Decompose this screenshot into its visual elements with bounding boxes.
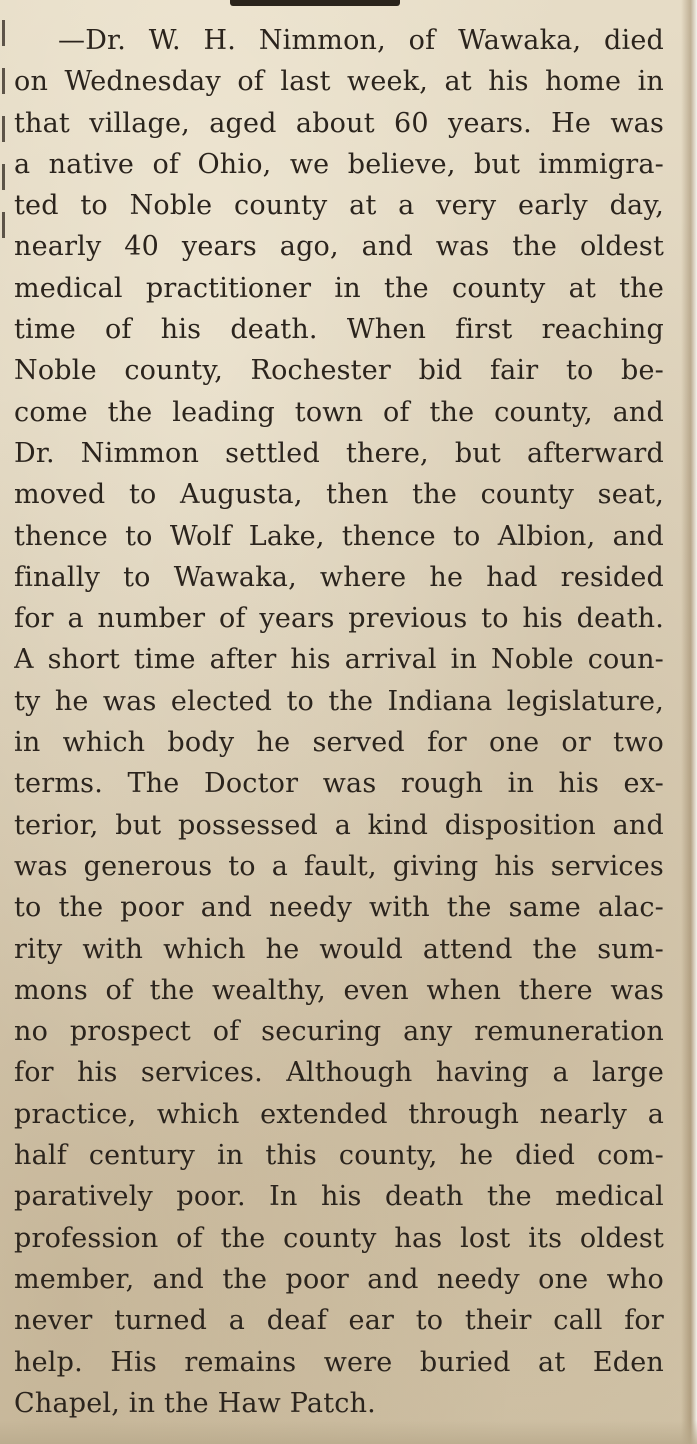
article-line: come the leading town of the county, and (14, 396, 664, 428)
article-line: ty he was elected to the Indiana legislature, (14, 685, 664, 717)
column-rule (230, 0, 400, 6)
obituary-article (14, 20, 664, 1424)
article-line: ted to Noble county at a very early day, (14, 190, 664, 222)
article-line: member, and the poor and needy one who (14, 1263, 664, 1295)
article-line: a native of Ohio, we believe, but immigra- (14, 148, 664, 180)
article-line: was generous to a fault, giving his services (14, 850, 664, 882)
article-line: Dr. Nimmon settled there, but afterward (14, 437, 664, 469)
article-line: mons of the wealthy, even when there was (14, 974, 664, 1006)
article-line: —Dr. W. H. Nimmon, of Wawaka, died (58, 25, 664, 56)
article-line: time of his death. When first reaching (14, 314, 664, 346)
article-line: never turned a deaf ear to their call for (14, 1305, 664, 1337)
article-line: moved to Augusta, then the county seat, (14, 479, 664, 511)
article-line: rity with which he would attend the sum- (14, 933, 664, 965)
article-line: medical practitioner in the county at the (14, 272, 664, 304)
article-line: no prospect of securing any remuneration (14, 1016, 664, 1048)
article-line: for his services. Although having a large (14, 1057, 664, 1089)
article-line: Chapel, in the Haw Patch. (14, 1387, 376, 1419)
article-line: nearly 40 years ago, and was the oldest (14, 231, 664, 263)
article-line: terms. The Doctor was rough in his ex- (14, 768, 664, 800)
torn-left-margin (2, 20, 8, 280)
torn-right-edge (681, 0, 697, 1444)
article-line: A short time after his arrival in Noble coun- (14, 644, 664, 676)
article-line: on Wednesday of last week, at his home in (14, 66, 664, 98)
article-line: help. His remains were buried at Eden (14, 1346, 664, 1378)
article-line: finally to Wawaka, where he had resided (14, 561, 664, 593)
article-line: in which body he served for one or two (14, 727, 664, 759)
article-line: to the poor and needy with the same alac- (14, 892, 664, 924)
article-line: profession of the county has lost its oldest (14, 1222, 664, 1254)
article-line: Noble county, Rochester bid fair to be- (14, 355, 664, 387)
article-line: terior, but possessed a kind disposition and (14, 809, 664, 841)
article-line: half century in this county, he died com- (14, 1140, 664, 1172)
article-line: paratively poor. In his death the medical (14, 1181, 664, 1213)
article-line: thence to Wolf Lake, thence to Albion, and (14, 520, 664, 552)
article-line: that village, aged about 60 years. He was (14, 107, 664, 139)
article-line: practice, which extended through nearly a (14, 1098, 664, 1130)
article-line: for a number of years previous to his death. (14, 603, 664, 635)
